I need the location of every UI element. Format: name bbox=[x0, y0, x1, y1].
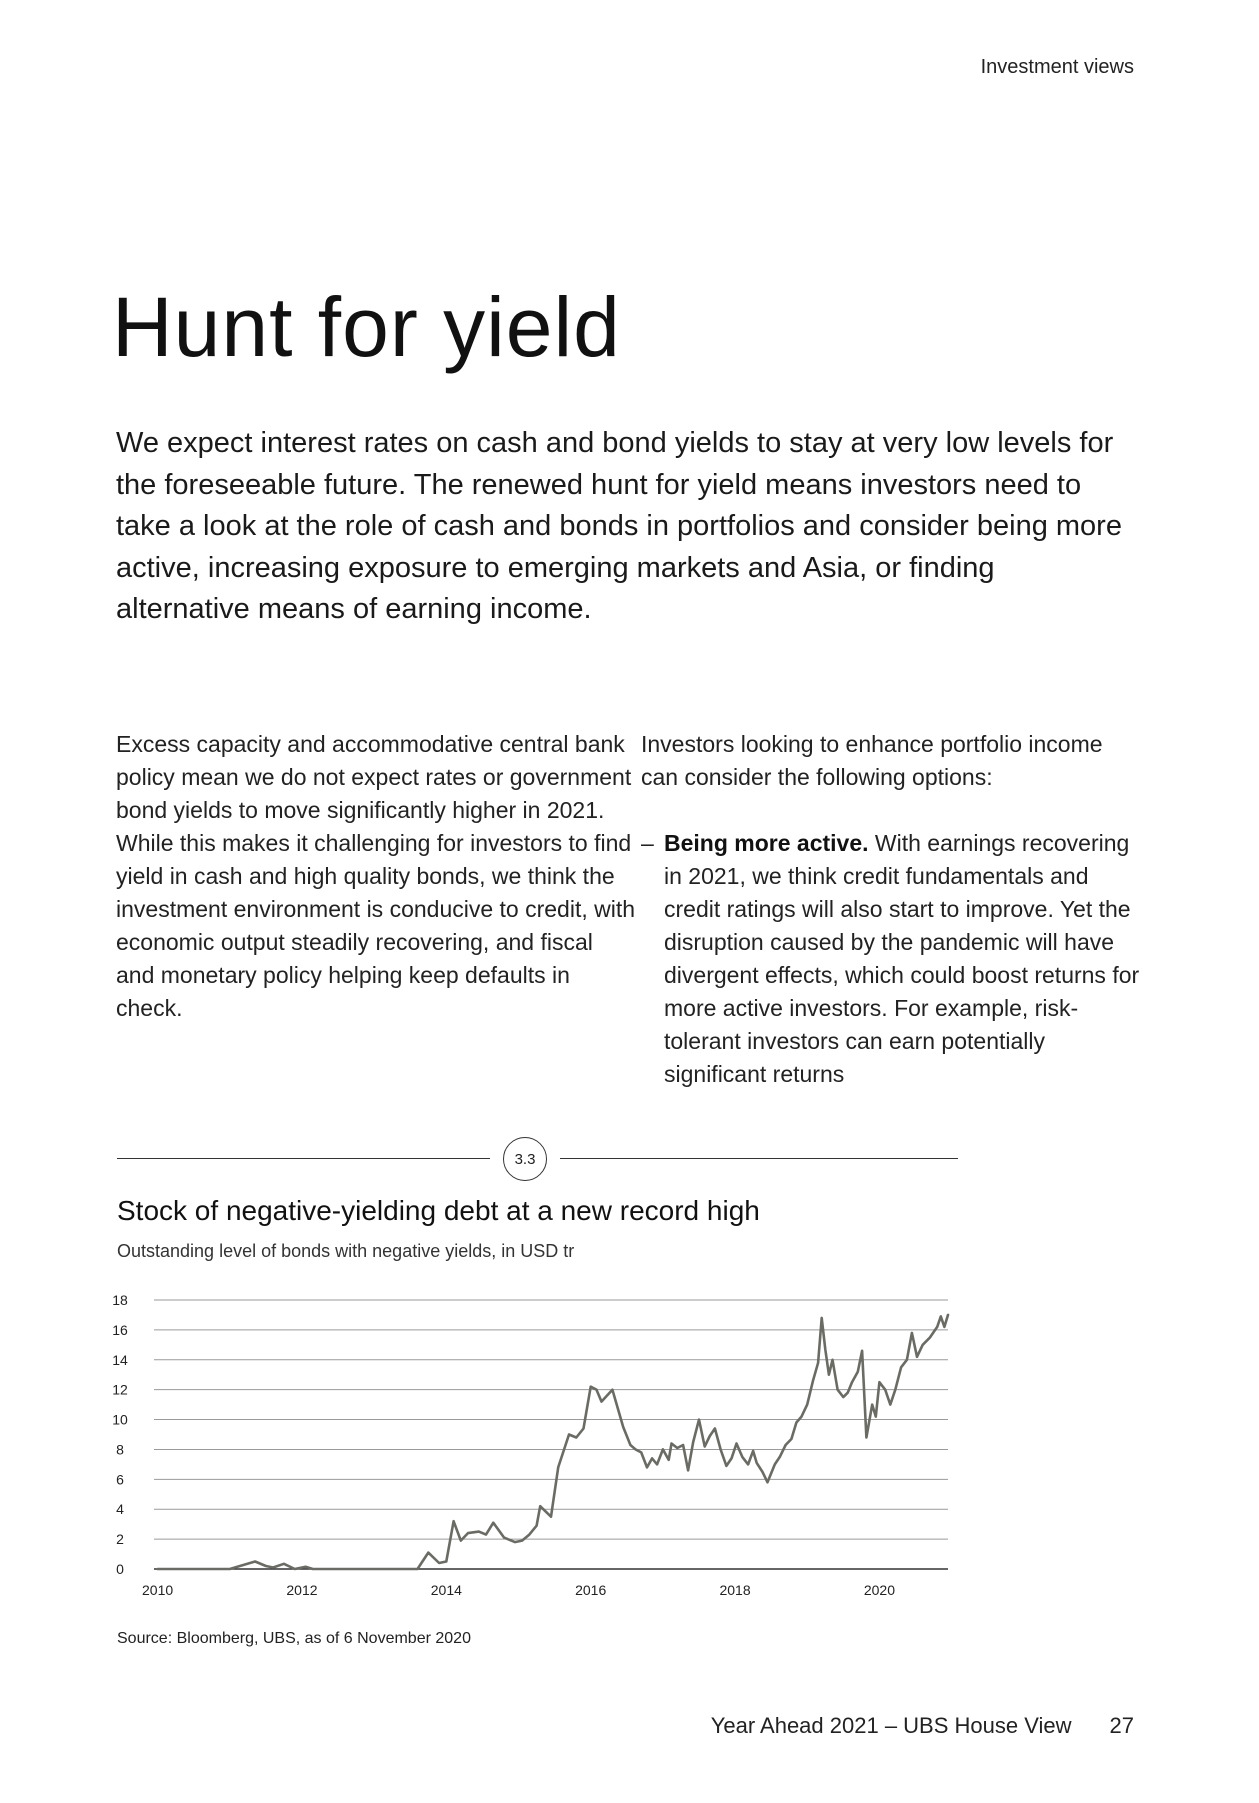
figure-number-badge: 3.3 bbox=[503, 1137, 547, 1181]
x-tick-label: 2018 bbox=[719, 1582, 751, 1598]
lead-paragraph: We expect interest rates on cash and bond yields to stay at very low levels for the foreseeable future. The renewed hunt for yield means investors need to take a look at the role of cash and bonds in portfolios and consider being more active, increasing exposure to emerging markets and Asia, or finding alternative means of earning income. bbox=[116, 427, 1122, 625]
bullet-dash: – bbox=[641, 830, 654, 856]
body-right-column bbox=[641, 728, 1146, 1091]
body-left-column: Excess capacity and accommodative central bank policy mean we do not expect rates or government bond yields to move significantly higher in 2021. While this makes it challenging for investors to find yield in cash and high quality bonds, we think the investment environment is conducive to credit, with economic output steadily recovering, and fiscal and monetary policy helping keep defaults in check. bbox=[116, 731, 636, 1021]
figure-divider-left bbox=[117, 1158, 490, 1159]
y-tick-label: 6 bbox=[116, 1471, 124, 1488]
x-tick-label: 2014 bbox=[430, 1582, 462, 1598]
y-tick-label: 16 bbox=[112, 1321, 128, 1338]
publication-title: Year Ahead 2021 – UBS House View bbox=[710, 1713, 1072, 1738]
y-tick-label: 4 bbox=[116, 1501, 124, 1518]
chart-title: Stock of negative-yielding debt at a new record high bbox=[117, 1195, 760, 1226]
bullet-text: With earnings recovering in 2021, we think credit fundamentals and credit ratings will also start to improve. Yet the disruption caused by the pandemic will have divergent effects, which could boost returns for more active investors. For example, risk-tolerant investors can earn potentially significant returns bbox=[664, 830, 1140, 1087]
x-tick-label: 2020 bbox=[863, 1582, 896, 1598]
y-tick-label: 8 bbox=[116, 1441, 124, 1458]
negative-yield-debt-chart bbox=[100, 1280, 960, 1610]
options-intro: Investors looking to enhance portfolio income can consider the following options: bbox=[641, 731, 1103, 790]
y-tick-label: 0 bbox=[116, 1561, 124, 1577]
x-tick-label: 2012 bbox=[286, 1582, 318, 1598]
chart-subtitle: Outstanding level of bonds with negative yields, in USD tr bbox=[117, 1241, 575, 1261]
page-footer bbox=[711, 1713, 1134, 1739]
bullet-heading: Being more active. bbox=[664, 830, 869, 856]
y-tick-label: 2 bbox=[116, 1531, 124, 1548]
y-tick-label: 10 bbox=[112, 1411, 128, 1428]
chart-source: Source: Bloomberg, UBS, as of 6 November 2020 bbox=[117, 1630, 471, 1647]
section-label: Investment views bbox=[980, 56, 1134, 78]
figure-divider-right bbox=[560, 1158, 958, 1159]
bullet-being-more-active bbox=[641, 827, 1146, 1091]
page-number: 27 bbox=[1109, 1713, 1134, 1738]
x-tick-label: 2010 bbox=[142, 1582, 174, 1598]
y-tick-label: 14 bbox=[112, 1351, 128, 1368]
x-tick-label: 2016 bbox=[575, 1582, 607, 1598]
y-tick-label: 12 bbox=[112, 1381, 128, 1398]
y-tick-label: 18 bbox=[112, 1292, 128, 1308]
series-line bbox=[158, 1315, 948, 1569]
page-title: Hunt for yield bbox=[112, 280, 621, 374]
